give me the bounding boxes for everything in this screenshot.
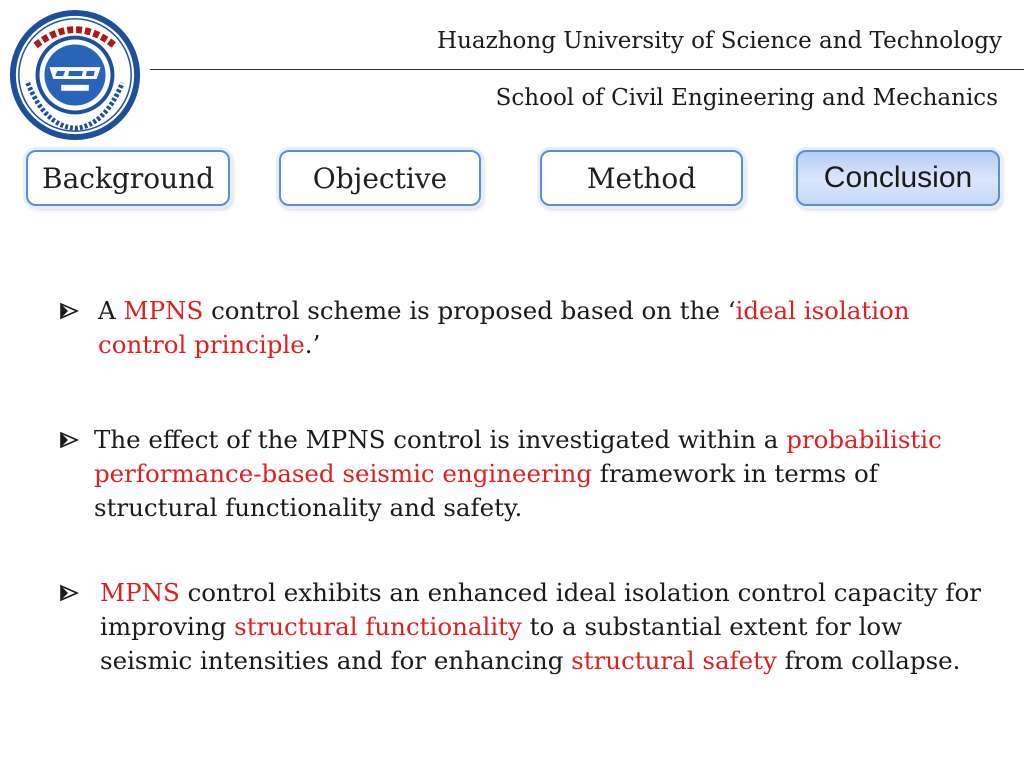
tab-method[interactable]	[540, 150, 743, 206]
conclusion-bullet	[58, 423, 988, 525]
tab-label: Objective	[312, 161, 448, 195]
school-name: School of Civil Engineering and Mechanics	[495, 85, 998, 111]
hust-seal-icon	[6, 6, 144, 144]
tab-label: Method	[586, 162, 697, 195]
tab-label: Conclusion	[823, 161, 973, 194]
university-name: Huazhong University of Science and Technology	[437, 28, 1002, 54]
bullet-text: The effect of the MPNS control is investigated within a probabilistic performance-based seismic engineering framework in terms of structural functionality and safety.	[94, 425, 942, 522]
header-divider	[150, 69, 1024, 70]
conclusion-bullet	[58, 294, 988, 362]
arrow-bullet-icon	[58, 423, 80, 457]
arrow-bullet-icon	[58, 576, 80, 610]
tab-conclusion[interactable]	[796, 150, 1000, 206]
tab-label: Background	[42, 162, 215, 195]
conclusion-bullet	[58, 576, 988, 678]
tab-objective[interactable]	[279, 150, 481, 206]
tab-background[interactable]	[26, 150, 230, 206]
arrow-bullet-icon	[58, 294, 80, 328]
bullet-text: A MPNS control scheme is proposed based on the ‘ideal isolation control principle.’	[98, 296, 910, 359]
bullet-text: MPNS control exhibits an enhanced ideal isolation control capacity for improving structural functionality to a substantial extent for low seismic intensities and for enhancing structural safety from collapse.	[100, 578, 981, 675]
